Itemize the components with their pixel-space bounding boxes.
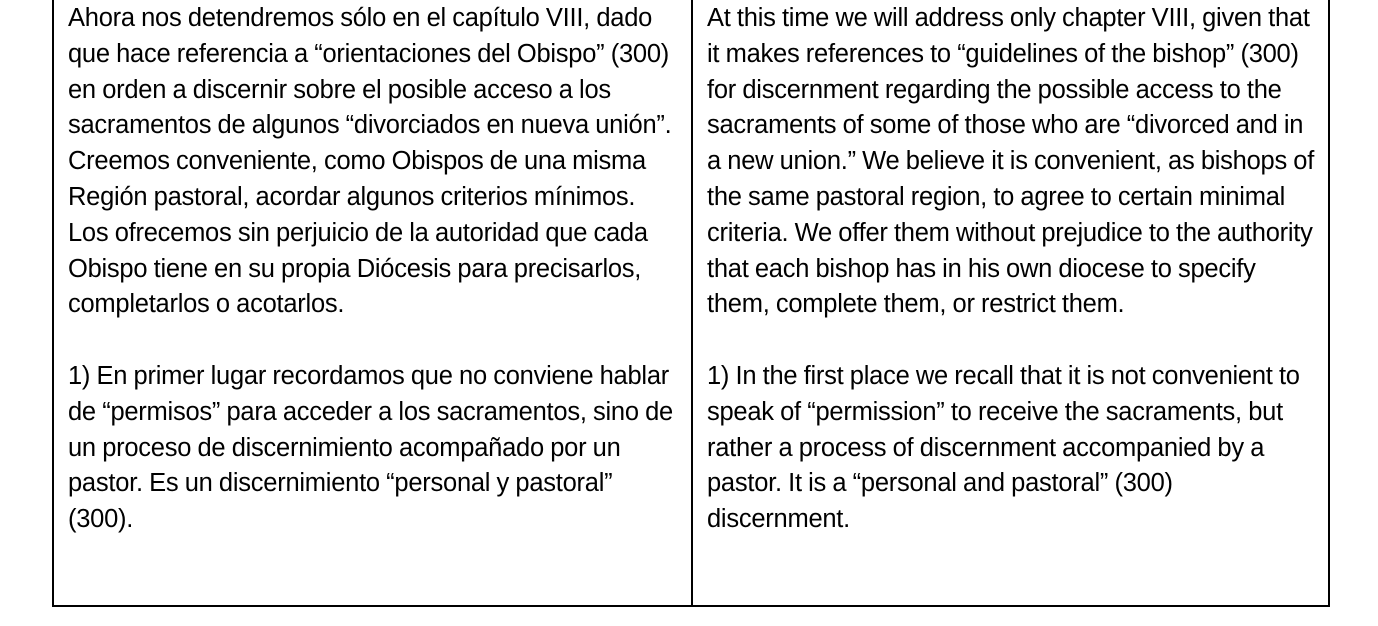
english-paragraph-2: 1) In the first place we recall that it is not convenient to speak of “permission” to receive the sacraments, but rather a process of discernment accompanied by a pastor. It is a “personal and pastoral” (300) discernment.: [707, 361, 1300, 534]
english-paragraph-1: At this time we will address only chapter VIII, given that it makes references to “guidelines of the bishop” (300) for discernment regarding the possible access to the sacraments of some of those who are “divorced and in a new union.” We believe it is convenient, as bishops of the same pastoral region, to agree to certain minimal criteria. We offer them without prejudice to the authority that each bishop has in his own diocese to specify them, complete them, or restrict them.: [707, 4, 1315, 319]
spanish-column: [54, 0, 693, 605]
bilingual-table: [52, 0, 1330, 607]
english-column: [693, 0, 1328, 605]
spanish-paragraph-1: Ahora nos detendremos sólo en el capítulo VIII, dado que hace referencia a “orientaciones del Obispo” (300) en orden a discernir sobre el posible acceso a los sacramentos de algunos “divorciados en nueva unión”. Creemos conveniente, como Obispos de una misma Región pastoral, acordar algunos criterios mínimos. Los ofrecemos sin perjuicio de la autoridad que cada Obispo tiene en su propia Diócesis para precisarlos, completarlos o acotarlos.: [68, 4, 672, 319]
spanish-paragraph-2: 1) En primer lugar recordamos que no conviene hablar de “permisos” para acceder a los sacramentos, sino de un proceso de discernimiento acompañado por un pastor. Es un discernimiento “personal y pastoral” (300).: [68, 361, 673, 534]
